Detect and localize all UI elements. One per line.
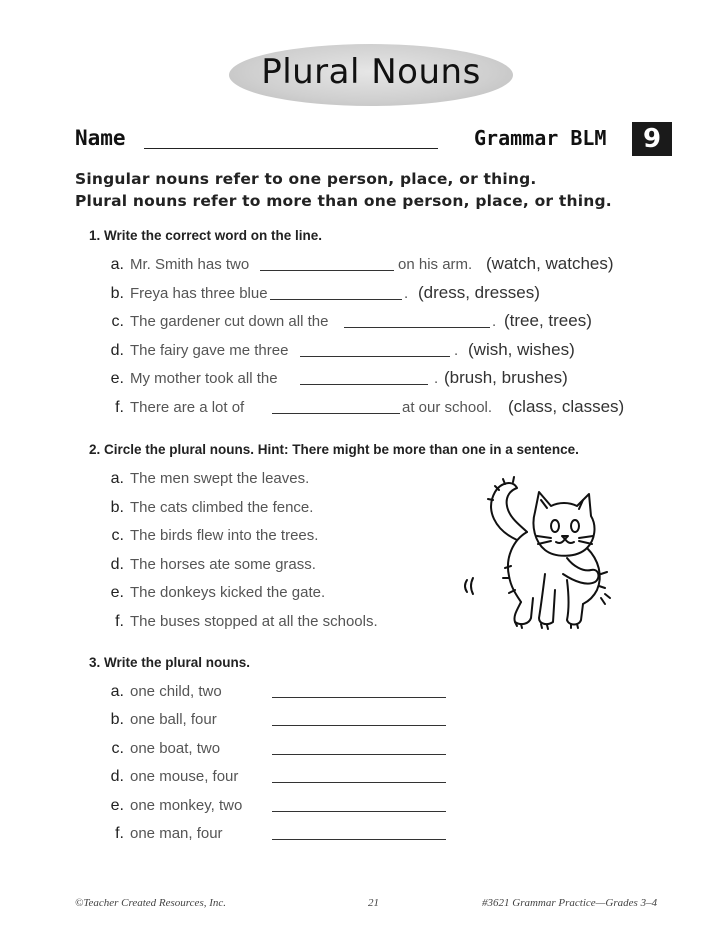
item-after-text: .	[404, 285, 409, 302]
item-letter: f.	[115, 825, 124, 842]
blm-number-badge: 9	[632, 122, 672, 156]
word-choices: (dress, dresses)	[418, 283, 540, 302]
sentence-text[interactable]: The birds flew into the trees.	[130, 527, 319, 544]
item-text: one child, two	[130, 683, 222, 700]
answer-line[interactable]	[300, 384, 428, 385]
answer-line[interactable]	[344, 327, 490, 328]
item-after-text: .	[454, 342, 459, 359]
item-text: My mother took all the	[130, 370, 278, 387]
kitten-illustration	[455, 470, 615, 635]
section2-heading: 2. Circle the plural nouns. Hint: There might be more than one in a sentence.	[89, 442, 579, 457]
item-text: one ball, four	[130, 711, 217, 728]
item-after-text: .	[492, 313, 497, 330]
item-letter: c.	[111, 527, 124, 544]
sentence-text[interactable]: The buses stopped at all the schools.	[130, 613, 378, 630]
item-text: The gardener cut down all the	[130, 313, 329, 330]
item-letter: a.	[110, 683, 124, 700]
page-title: Plural Nouns	[261, 52, 481, 92]
item-letter: f.	[115, 613, 124, 630]
footer-publisher: ©Teacher Created Resources, Inc.	[75, 897, 227, 909]
definition-singular: Singular nouns refer to one person, place, or thing.	[75, 170, 537, 188]
item-after-text: on his arm.	[398, 256, 473, 273]
item-after-text: .	[434, 370, 439, 387]
sentence-text[interactable]: The men swept the leaves.	[130, 470, 310, 487]
item-letter: d.	[110, 342, 124, 359]
sentence-text[interactable]: The cats climbed the fence.	[130, 499, 314, 516]
footer-book-title: #3621 Grammar Practice—Grades 3–4	[482, 897, 658, 909]
word-choices: (class, classes)	[508, 397, 625, 416]
section1-heading: 1. Write the correct word on the line.	[89, 228, 323, 243]
answer-line[interactable]	[270, 299, 402, 300]
definition-plural: Plural nouns refer to more than one person, place, or thing.	[75, 192, 612, 210]
item-text: one boat, two	[130, 740, 221, 757]
answer-line[interactable]	[272, 782, 446, 783]
sentence-text[interactable]: The donkeys kicked the gate.	[130, 584, 326, 601]
answer-line[interactable]	[272, 839, 446, 840]
item-letter: d.	[110, 768, 124, 785]
item-letter: d.	[110, 556, 124, 573]
item-letter: e.	[110, 370, 124, 387]
item-text: one mouse, four	[130, 768, 239, 785]
name-line[interactable]	[144, 148, 438, 149]
word-choices: (wish, wishes)	[468, 340, 575, 359]
item-text: Freya has three blue	[130, 285, 268, 302]
item-letter: b.	[110, 285, 124, 302]
footer-page-number: 21	[368, 897, 379, 909]
answer-line[interactable]	[272, 697, 446, 698]
answer-line[interactable]	[272, 754, 446, 755]
name-label: Name	[75, 126, 126, 150]
answer-line[interactable]	[300, 356, 450, 357]
item-after-text: at our school.	[402, 399, 493, 416]
item-text: The fairy gave me three	[130, 342, 289, 359]
grammar-blm-label: Grammar BLM	[474, 126, 607, 150]
item-text: Mr. Smith has two	[130, 256, 250, 273]
item-letter: c.	[111, 313, 124, 330]
word-choices: (watch, watches)	[486, 254, 614, 273]
item-letter: a.	[110, 256, 124, 273]
answer-line[interactable]	[272, 811, 446, 812]
item-letter: e.	[110, 797, 124, 814]
item-text: There are a lot of	[130, 399, 245, 416]
sentence-text[interactable]: The horses ate some grass.	[130, 556, 316, 573]
answer-line[interactable]	[272, 725, 446, 726]
answer-line[interactable]	[272, 413, 400, 414]
item-letter: b.	[110, 499, 124, 516]
word-choices: (tree, trees)	[504, 311, 592, 330]
item-letter: a.	[110, 470, 124, 487]
item-letter: e.	[110, 584, 124, 601]
answer-line[interactable]	[260, 270, 394, 271]
section3-heading: 3. Write the plural nouns.	[89, 655, 251, 670]
word-choices: (brush, brushes)	[444, 368, 568, 387]
item-text: one monkey, two	[130, 797, 243, 814]
item-letter: c.	[111, 740, 124, 757]
item-letter: f.	[115, 399, 124, 416]
item-text: one man, four	[130, 825, 223, 842]
item-letter: b.	[110, 711, 124, 728]
